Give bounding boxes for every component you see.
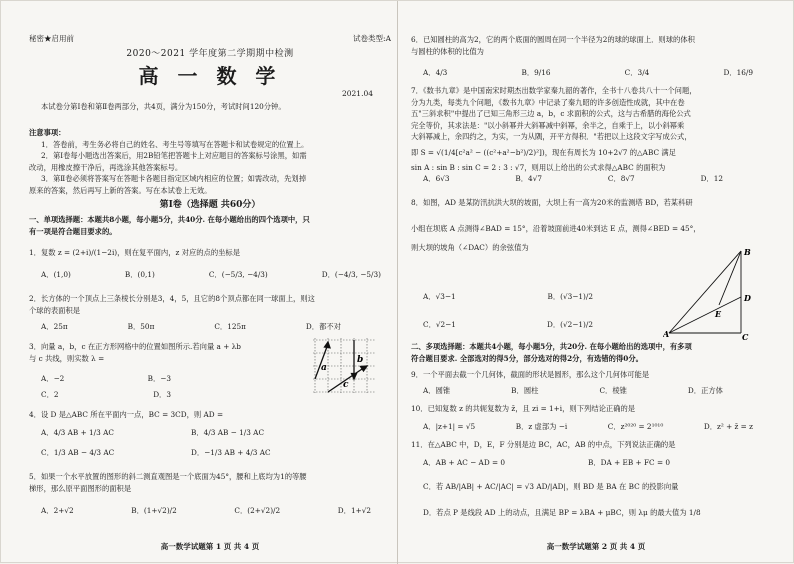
option-d[interactable]: D．3 [153,390,171,399]
option-a[interactable]: A．25π [41,322,68,331]
q6-options [423,67,753,78]
q1-options [41,269,381,280]
exam-subtitle: 2020～2021 学年度第二学期期中检测 [126,49,294,59]
q3-options-row1 [41,373,171,384]
question-text: 分为九类，每类九个问题，《数书九章》中记录了秦九昭的许多创造性成就，其中在卷 [411,97,685,107]
intro-line: 本试卷分第Ⅰ卷和第Ⅱ卷两部分，共4页，满分为150分，考试时间120分钟。 [41,102,286,111]
section1-title: 第Ⅰ卷（选择题 共60分） [159,200,261,210]
section1-heading-line: 一、单项选择题：本题共8小题，每小题5分，共40分. 在每小题给出的四个选项中，只 [29,215,310,224]
q11-options-row3 [423,507,773,518]
question-text: 8．如图，AD 是某防汛抗洪大坝的坡面，大坝上有一高为20米的监测塔 BD，若某科研 [411,198,693,207]
option-b[interactable]: B．(√3−1)/2 [547,292,593,301]
option-d[interactable]: D．正方体 [687,386,723,395]
q3-options-row2 [41,389,171,400]
notice-item: 2．第Ⅰ卷每小题选出答案后，用2B铅笔把答题卡上对应题目的答案标号涂黑，如需 [41,151,307,160]
question-text: 2．长方体的一个顶点上三条棱长分别是3，4，5，且它的8个顶点都在同一球面上，则这 [29,294,315,303]
question-2 [29,293,389,316]
question-text: 4．设 D 是△ABC 所在平面内一点，BC = 3CD，则 AD = [29,410,224,419]
option-d[interactable]: D．12 [700,174,723,183]
question-text: 与圆柱的体积的比值为 [411,46,484,56]
q4-options-row2 [41,447,341,458]
page-right [411,1,781,564]
option-b[interactable]: B．z 虚部为 −i [515,422,568,431]
option-b[interactable]: B．4/3 AB − 1/3 AC [191,428,265,437]
option-b[interactable]: B．(1+√2)/2 [131,506,177,515]
question-text: 则大坝的坡角（∠DAC）的余弦值为 [411,243,529,252]
vector-b-label: b [357,355,364,365]
q4-options-row1 [41,427,341,438]
option-d[interactable]: D．若点 P 是线段 AD 上的动点，且满足 BP = λBA + μBC，则 λμ 的最大值为 1/8 [423,508,701,517]
option-b[interactable]: B．(0,1) [124,270,155,279]
option-c[interactable]: C．125π [214,322,246,331]
question-text: 个球的表面积是 [29,305,81,315]
option-a[interactable]: A．(1,0) [41,270,71,279]
question-text: 6．已知圆柱的高为2，它的两个底面的圆周在同一个半径为2的球的球面上．则球的体积 [411,35,695,44]
q2-options [41,321,341,332]
option-c[interactable]: C．若 AB/|AB| + AC/|AC| = √3 AD/|AD|，则 BD 是 BA 在 BC 的投影向量 [423,482,679,491]
question-text: 11．在△ABC 中，D，E，F 分别是边 BC，AC，AB 的中点，下列说法正确的是 [411,440,676,449]
option-c[interactable]: C．棱锥 [599,386,627,395]
q10-options [423,421,753,432]
q11-options-row1 [423,457,753,468]
option-a[interactable]: A．√3−1 [423,292,456,301]
question-text: 7．《数书九章》是中国南宋时期杰出数学家秦九韶的著作，全书十八卷共八十一个问题， [411,86,697,95]
option-d[interactable]: D．都不对 [305,322,341,331]
notice-item: 改动，用橡皮擦干净后，再选涂其他答案标号。 [29,162,183,172]
section2-heading [411,341,781,364]
question-11 [411,439,781,451]
exam-title: 高 一 数 学 [138,64,282,88]
point-b-label: B [744,247,751,257]
question-text: 5．如果一个水平放置的图形的斜二测直观图是一个底面为45°，腰和上底均为1的等腰 [29,472,307,481]
option-b[interactable]: B．50π [127,322,155,331]
option-a[interactable]: A．|z+1| = √5 [423,422,476,431]
option-b[interactable]: B．9/16 [521,68,551,77]
vector-c-label: c [343,380,349,390]
page-footer-right: 高一数学试题第 2 页 共 4 页 [546,542,646,551]
notice-item: 3．第Ⅱ卷必须将答案写在答题卡各题目指定区域内相应的位置；如需改动，先划掉 [41,174,306,183]
confidential-label: 秘密★启用前 [29,34,74,43]
option-b[interactable]: B．4√7 [515,174,542,183]
question-text: 完全等价，其求法是："以小斜幂并大斜幂减中斜幂，余半之，自乘于上，以小斜幂乘 [411,120,685,130]
section1-heading [29,214,389,237]
question-4 [29,409,389,421]
question-text: 9．一个平面去截一个几何体，截面的形状是圆形，那么这个几何体可能是 [411,370,650,379]
notice-item: 1．答卷前，考生务必将自己的姓名、考生号等填写在答题卡和试卷规定的位置上。 [41,139,309,149]
question-text: 大斜幂减上，余四约之，为实，一为从隅，开平方得积．"若把以上这段文字写成公式， [411,132,692,141]
option-c[interactable]: C．(2+√2)/2 [234,506,281,515]
exam-date: 2021.04 [341,89,373,98]
q8-options-row2 [423,319,593,330]
option-a[interactable]: A．−2 [41,374,65,383]
option-c[interactable]: C．8√7 [607,174,635,183]
option-d[interactable]: D．1+√2 [337,506,371,515]
question-1 [29,247,389,259]
dam-figure [663,245,763,341]
question-9 [411,369,781,381]
question-6 [411,34,781,57]
notice-item: 原来的答案，然后再写上新的答案。写在本试卷上无效。 [29,185,212,195]
question-5 [29,471,389,494]
question-formula: 即 S = √(1/4[c²a² − ((c²+a²−b²)/2)²])，现在有周长为 10+2√7 的△ABC 满足 [411,147,676,157]
page-footer-left: 高一数学试题第 1 页 共 4 页 [160,542,260,551]
q5-options [41,505,371,516]
option-b[interactable]: B．圆柱 [511,386,539,395]
section2-heading-line: 符合题目要求. 全部选对的得5分，部分选对的得2分，有选错的得0分。 [411,353,643,363]
option-d[interactable]: D．(√2−1)/2 [547,320,593,329]
option-a[interactable]: A．4/3 AB + 1/3 AC [41,428,114,437]
question-text: 10．已知复数 z 的共轭复数为 z̄，且 zi = 1+i，则下列结论正确的是 [411,404,636,413]
option-c[interactable]: C．z²⁰²⁰ = 2¹⁰¹⁰ [607,422,664,431]
point-c-label: C [742,332,749,341]
point-d-label: D [744,293,751,303]
q11-options-row2 [423,481,773,492]
option-b[interactable]: B．−3 [147,374,171,383]
option-a[interactable]: A．2+√2 [41,506,74,515]
notice-title: 注意事项： [29,128,66,137]
notice-block [29,127,389,196]
option-a[interactable]: A．4/3 [423,68,448,77]
vector-grid-figure [311,336,377,394]
intro-text [41,101,391,113]
question-text: sin A : sin B : sin C = 2 : 3 : √7，则用以上给出的公式求得△ABC 的面积为 [411,163,666,172]
question-text: 五"三斜求积"中提出了已知三角形三边 a，b，c 求面积的公式，这与古希腊的海伦公式 [411,109,691,118]
option-d[interactable]: D．−1/3 AB + 4/3 AC [191,448,271,457]
option-a[interactable]: A．AB + AC − AD = 0 [423,458,506,467]
option-d[interactable]: D．16/9 [723,68,753,77]
section1-heading-line: 有一项是符合题目要求的。 [29,226,117,236]
page-fold-divider [397,1,398,564]
option-c[interactable]: C．(−5/3, −4/3) [208,270,268,279]
section2-heading-line: 二、多项选择题：本题共4小题，每小题5分，共20分. 在每小题给出的选项中，有多项 [411,342,692,351]
q8-options-row1 [423,291,593,302]
q9-options [423,385,723,396]
option-c[interactable]: C．√2−1 [423,320,456,329]
question-text: 梯形，那么原平面图形的面积是 [29,483,132,493]
paper-type-label: 试卷类型:A [353,34,391,43]
point-a-label: A [663,329,670,339]
question-3 [29,341,279,364]
question-text: 与 c 共线，则实数 λ = [29,353,105,363]
option-d[interactable]: D．z² + z̄ = z [703,422,753,431]
option-c[interactable]: C．3/4 [624,68,650,77]
option-c[interactable]: C．1/3 AB − 4/3 AC [41,448,115,457]
option-d[interactable]: D．(−4/3, −5/3) [321,270,381,279]
option-c[interactable]: C．2 [41,390,59,399]
question-7 [411,85,781,174]
question-10 [411,403,781,415]
question-text: 3．向量 a，b，c 在正方形网格中的位置如图所示.若向量 a + λb [29,342,241,351]
question-text: 小组在坝底 A 点测得∠BAD = 15°，沿着坡面前进40米到达 E 点，测得∠BED = 45°， [411,223,701,233]
point-e-label: E [715,309,722,319]
question-text: 1．复数 z = (2+i)/(1−2i)，则在复平面内，z 对应的点的坐标是 [29,248,241,257]
option-a[interactable]: A．圆锥 [423,386,451,395]
option-a[interactable]: A．6√3 [423,174,450,183]
page-left [29,1,391,564]
option-b[interactable]: B．DA + EB + FC = 0 [588,458,671,467]
q7-options [423,173,723,184]
vector-a-label: a [321,363,327,373]
